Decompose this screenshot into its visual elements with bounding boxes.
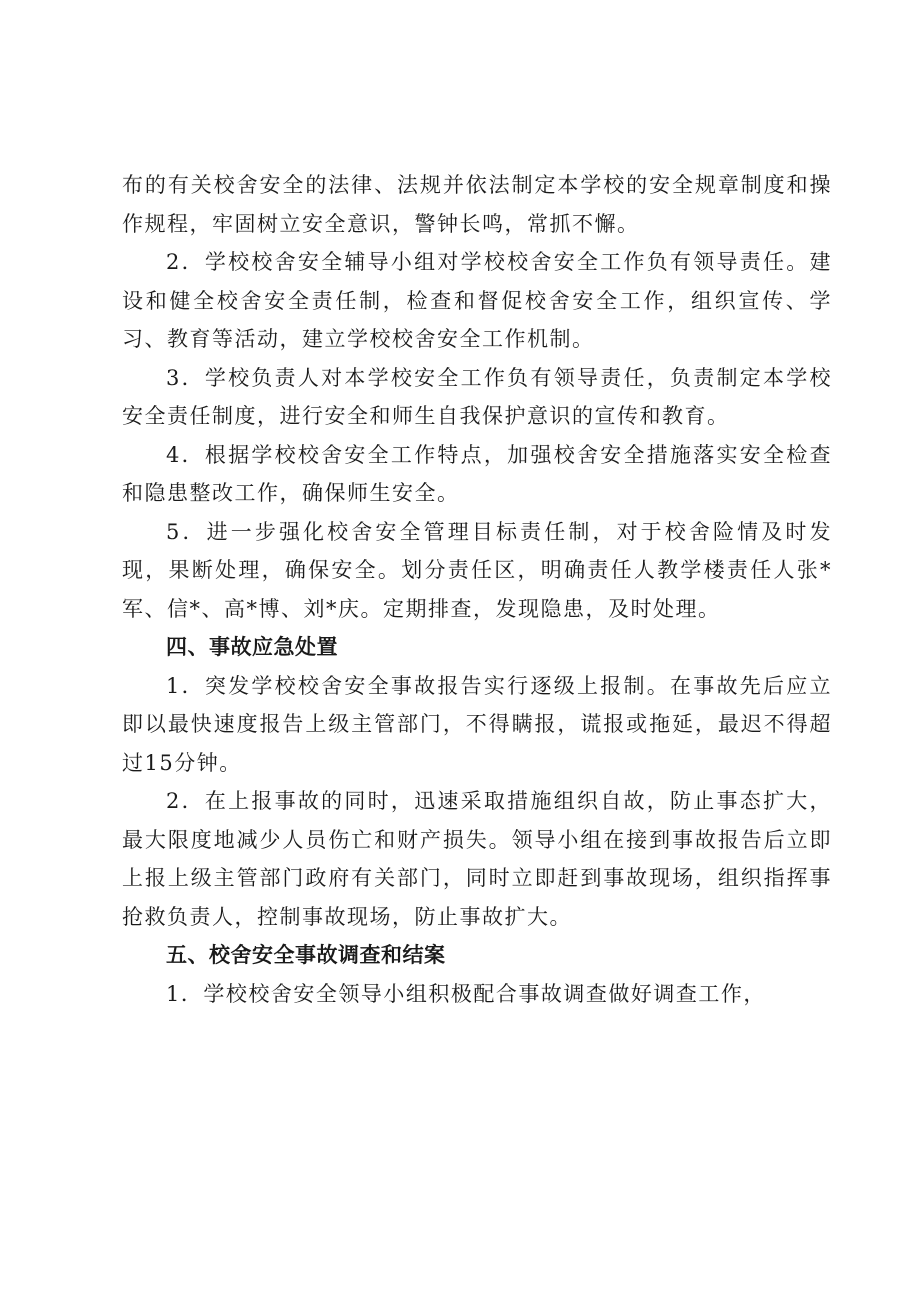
paragraph-investigation-item-1: 1．学校校舍安全领导小组积极配合事故调查做好调查工作， xyxy=(166,981,766,1006)
section-heading-emergency: 四、事故应急处置 xyxy=(166,635,338,659)
paragraph-emergency-item-1: 1．突发学校校舍安全事故报告实行逐级上报制。在事故先后应立即以最快速度报告上级主管部门，不得瞒报，谎报或拖延，最迟不得超过15分钟。 xyxy=(122,673,832,775)
paragraph-item-3-principal-responsibility: 3．学校负责人对本学校安全工作负有领导责任，负责制定本学校安全责任制度，进行安全和师生自我保护意识的宣传和教育。 xyxy=(122,365,832,428)
paragraph-emergency-item-2: 2．在上报事故的同时，迅速采取措施组织自故，防止事态扩大，最大限度地减少人员伤亡和财产损失。领导小组在接到事故报告后立即上报上级主管部门政府有关部门，同时立即赶到事故现场，组织指挥事抢救负责人，控制事故现场，防止事故扩大。 xyxy=(122,789,832,929)
section-heading-investigation: 五、校舍安全事故调查和结案 xyxy=(166,943,446,967)
paragraph-item-4-safety-measures: 4．根据学校校舍安全工作特点，加强校舍安全措施落实安全检查和隐患整改工作，确保师生安全。 xyxy=(122,442,832,505)
paragraph-continuation: 布的有关校舍安全的法律、法规并依法制定本学校的安全规章制度和操作规程，牢固树立安全意识，警钟长鸣，常抓不懈。 xyxy=(122,173,832,236)
paragraph-item-5-responsibility-system: 5．进一步强化校舍安全管理目标责任制，对于校舍险情及时发现，果断处理，确保安全。划分责任区，明确责任人教学楼责任人张*军、信*、高*博、刘*庆。定期排查，发现隐患，及时处理。 xyxy=(122,519,832,621)
paragraph-item-2-group-responsibility: 2．学校校舍安全辅导小组对学校校舍安全工作负有领导责任。建设和健全校舍安全责任制，检查和督促校舍安全工作，组织宣传、学习、教育等活动，建立学校校舍安全工作机制。 xyxy=(122,250,832,351)
document-body xyxy=(122,166,832,1013)
